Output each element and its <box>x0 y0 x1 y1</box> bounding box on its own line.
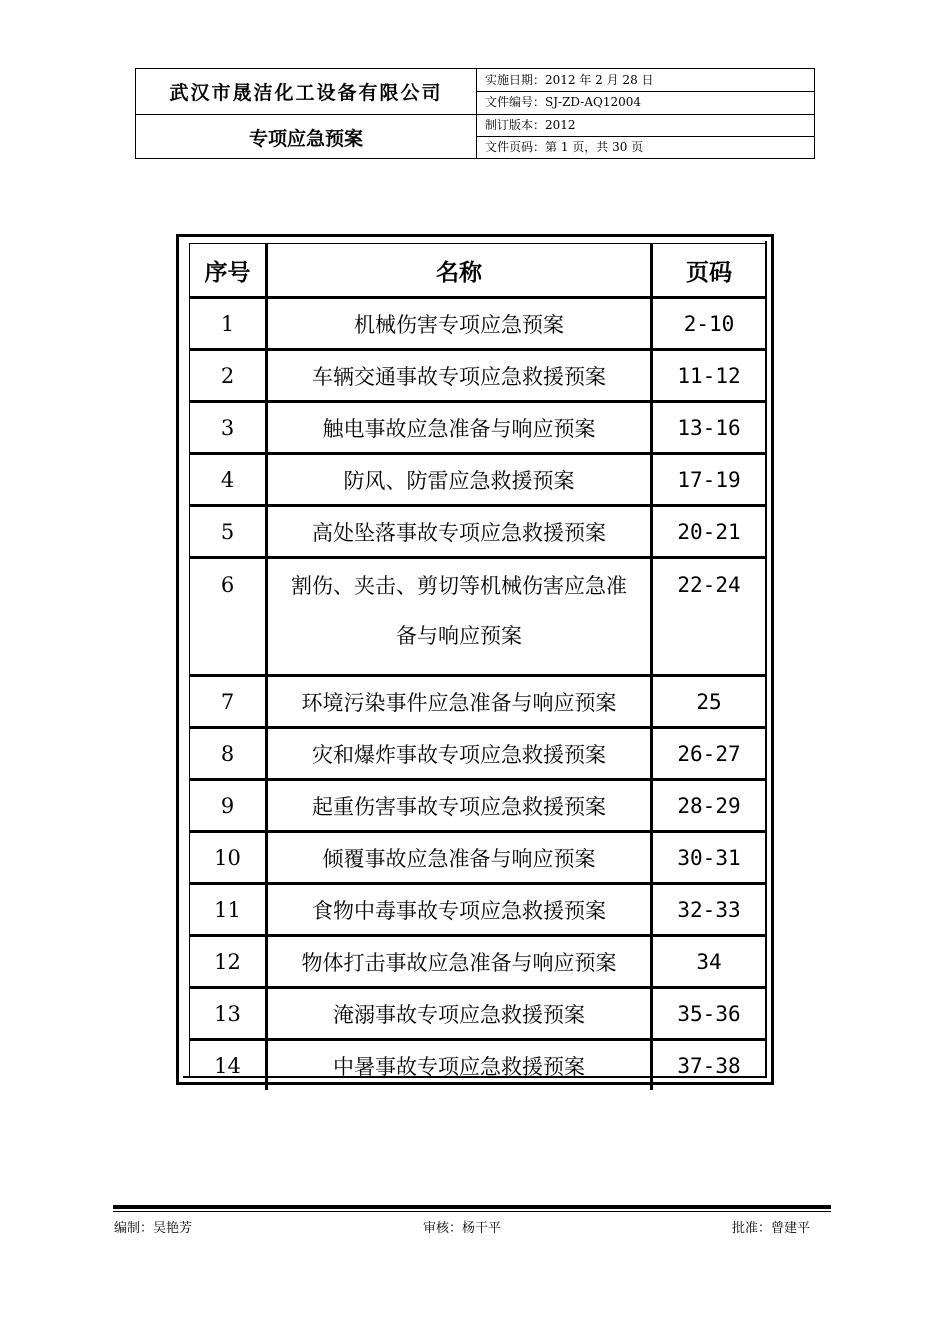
document-number: 文件编号：SJ-ZD-AQ12004 <box>485 95 642 109</box>
row-name: 食物中毒事故专项应急救援预案 <box>267 884 652 936</box>
row-name: 淹溺事故专项应急救援预案 <box>267 988 652 1040</box>
table-row <box>190 350 765 402</box>
row-page: 30-31 <box>652 832 766 884</box>
footer-compiled-by: 编制：吴艳芳 <box>114 1221 193 1236</box>
table-row <box>190 298 765 350</box>
row-page: 13-16 <box>652 402 766 454</box>
table-row <box>190 676 765 728</box>
row-name: 高处坠落事故专项应急救援预案 <box>267 506 652 558</box>
row-number: 4 <box>190 454 267 506</box>
document-header <box>135 68 815 159</box>
row-name: 物体打击事故应急准备与响应预案 <box>267 936 652 988</box>
row-page: 32-33 <box>652 884 766 936</box>
table-row <box>190 780 765 832</box>
row-number: 9 <box>190 780 267 832</box>
footer-rule <box>113 1205 831 1209</box>
table-row <box>190 454 765 506</box>
row-number: 11 <box>190 884 267 936</box>
revision-version: 制订版本：2012 <box>485 118 576 132</box>
table-row <box>190 558 765 676</box>
row-number: 13 <box>190 988 267 1040</box>
row-name: 车辆交通事故专项应急救援预案 <box>267 350 652 402</box>
company-name: 武汉市晟洁化工设备有限公司 <box>169 82 443 104</box>
row-name: 环境污染事件应急准备与响应预案 <box>267 676 652 728</box>
row-page: 20-21 <box>652 506 766 558</box>
row-number: 12 <box>190 936 267 988</box>
row-page: 26-27 <box>652 728 766 780</box>
row-number: 5 <box>190 506 267 558</box>
table-row <box>190 988 765 1040</box>
row-name: 中暑事故专项应急救援预案 <box>267 1040 652 1091</box>
frame-inner-border <box>765 241 767 1078</box>
row-page: 28-29 <box>652 780 766 832</box>
row-name: 灾和爆炸事故专项应急救援预案 <box>267 728 652 780</box>
row-number: 1 <box>190 298 267 350</box>
table-row <box>190 1040 765 1091</box>
row-number: 6 <box>190 558 267 676</box>
row-name: 机械伤害专项应急预案 <box>267 298 652 350</box>
row-name: 倾覆事故应急准备与响应预案 <box>267 832 652 884</box>
column-header-name: 名称 <box>267 244 652 298</box>
row-number: 8 <box>190 728 267 780</box>
row-page: 17-19 <box>652 454 766 506</box>
document-title: 专项应急预案 <box>248 127 363 150</box>
column-header-number: 序号 <box>190 244 267 298</box>
table-row <box>190 728 765 780</box>
table-header-row <box>190 244 765 298</box>
row-page: 35-36 <box>652 988 766 1040</box>
effective-date: 实施日期：2012 年 2 月 28 日 <box>485 73 654 87</box>
footer-reviewed-by: 审核：杨干平 <box>423 1221 502 1236</box>
row-page: 37-38 <box>677 1053 741 1078</box>
footer-approved-by: 批准：曾建平 <box>732 1221 811 1236</box>
contents-table-inner <box>189 243 765 1079</box>
page-number: 文件页码：第 1 页，共 30 页 <box>485 140 644 154</box>
row-number: 3 <box>190 402 267 454</box>
row-name: 触电事故应急准备与响应预案 <box>267 402 652 454</box>
row-name: 起重伤害事故专项应急救援预案 <box>267 780 652 832</box>
row-name: 割伤、夹击、剪切等机械伤害应急准备与响应预案 <box>267 558 652 676</box>
row-number: 10 <box>190 832 267 884</box>
row-number: 2 <box>190 350 267 402</box>
footer-rule <box>113 1211 831 1212</box>
table-row <box>190 936 765 988</box>
row-number: 7 <box>190 676 267 728</box>
table-row <box>190 884 765 936</box>
row-page: 2-10 <box>652 298 766 350</box>
row-page: 25 <box>652 676 766 728</box>
row-name: 防风、防雷应急救援预案 <box>267 454 652 506</box>
table-row <box>190 402 765 454</box>
row-page: 34 <box>652 936 766 988</box>
row-page: 11-12 <box>652 350 766 402</box>
row-number: 14 <box>190 1040 267 1091</box>
table-row <box>190 832 765 884</box>
row-page: 22-24 <box>652 558 766 676</box>
contents-table-frame <box>176 234 774 1085</box>
table-row <box>190 506 765 558</box>
contents-table <box>190 244 765 1090</box>
column-header-page: 页码 <box>652 244 766 298</box>
